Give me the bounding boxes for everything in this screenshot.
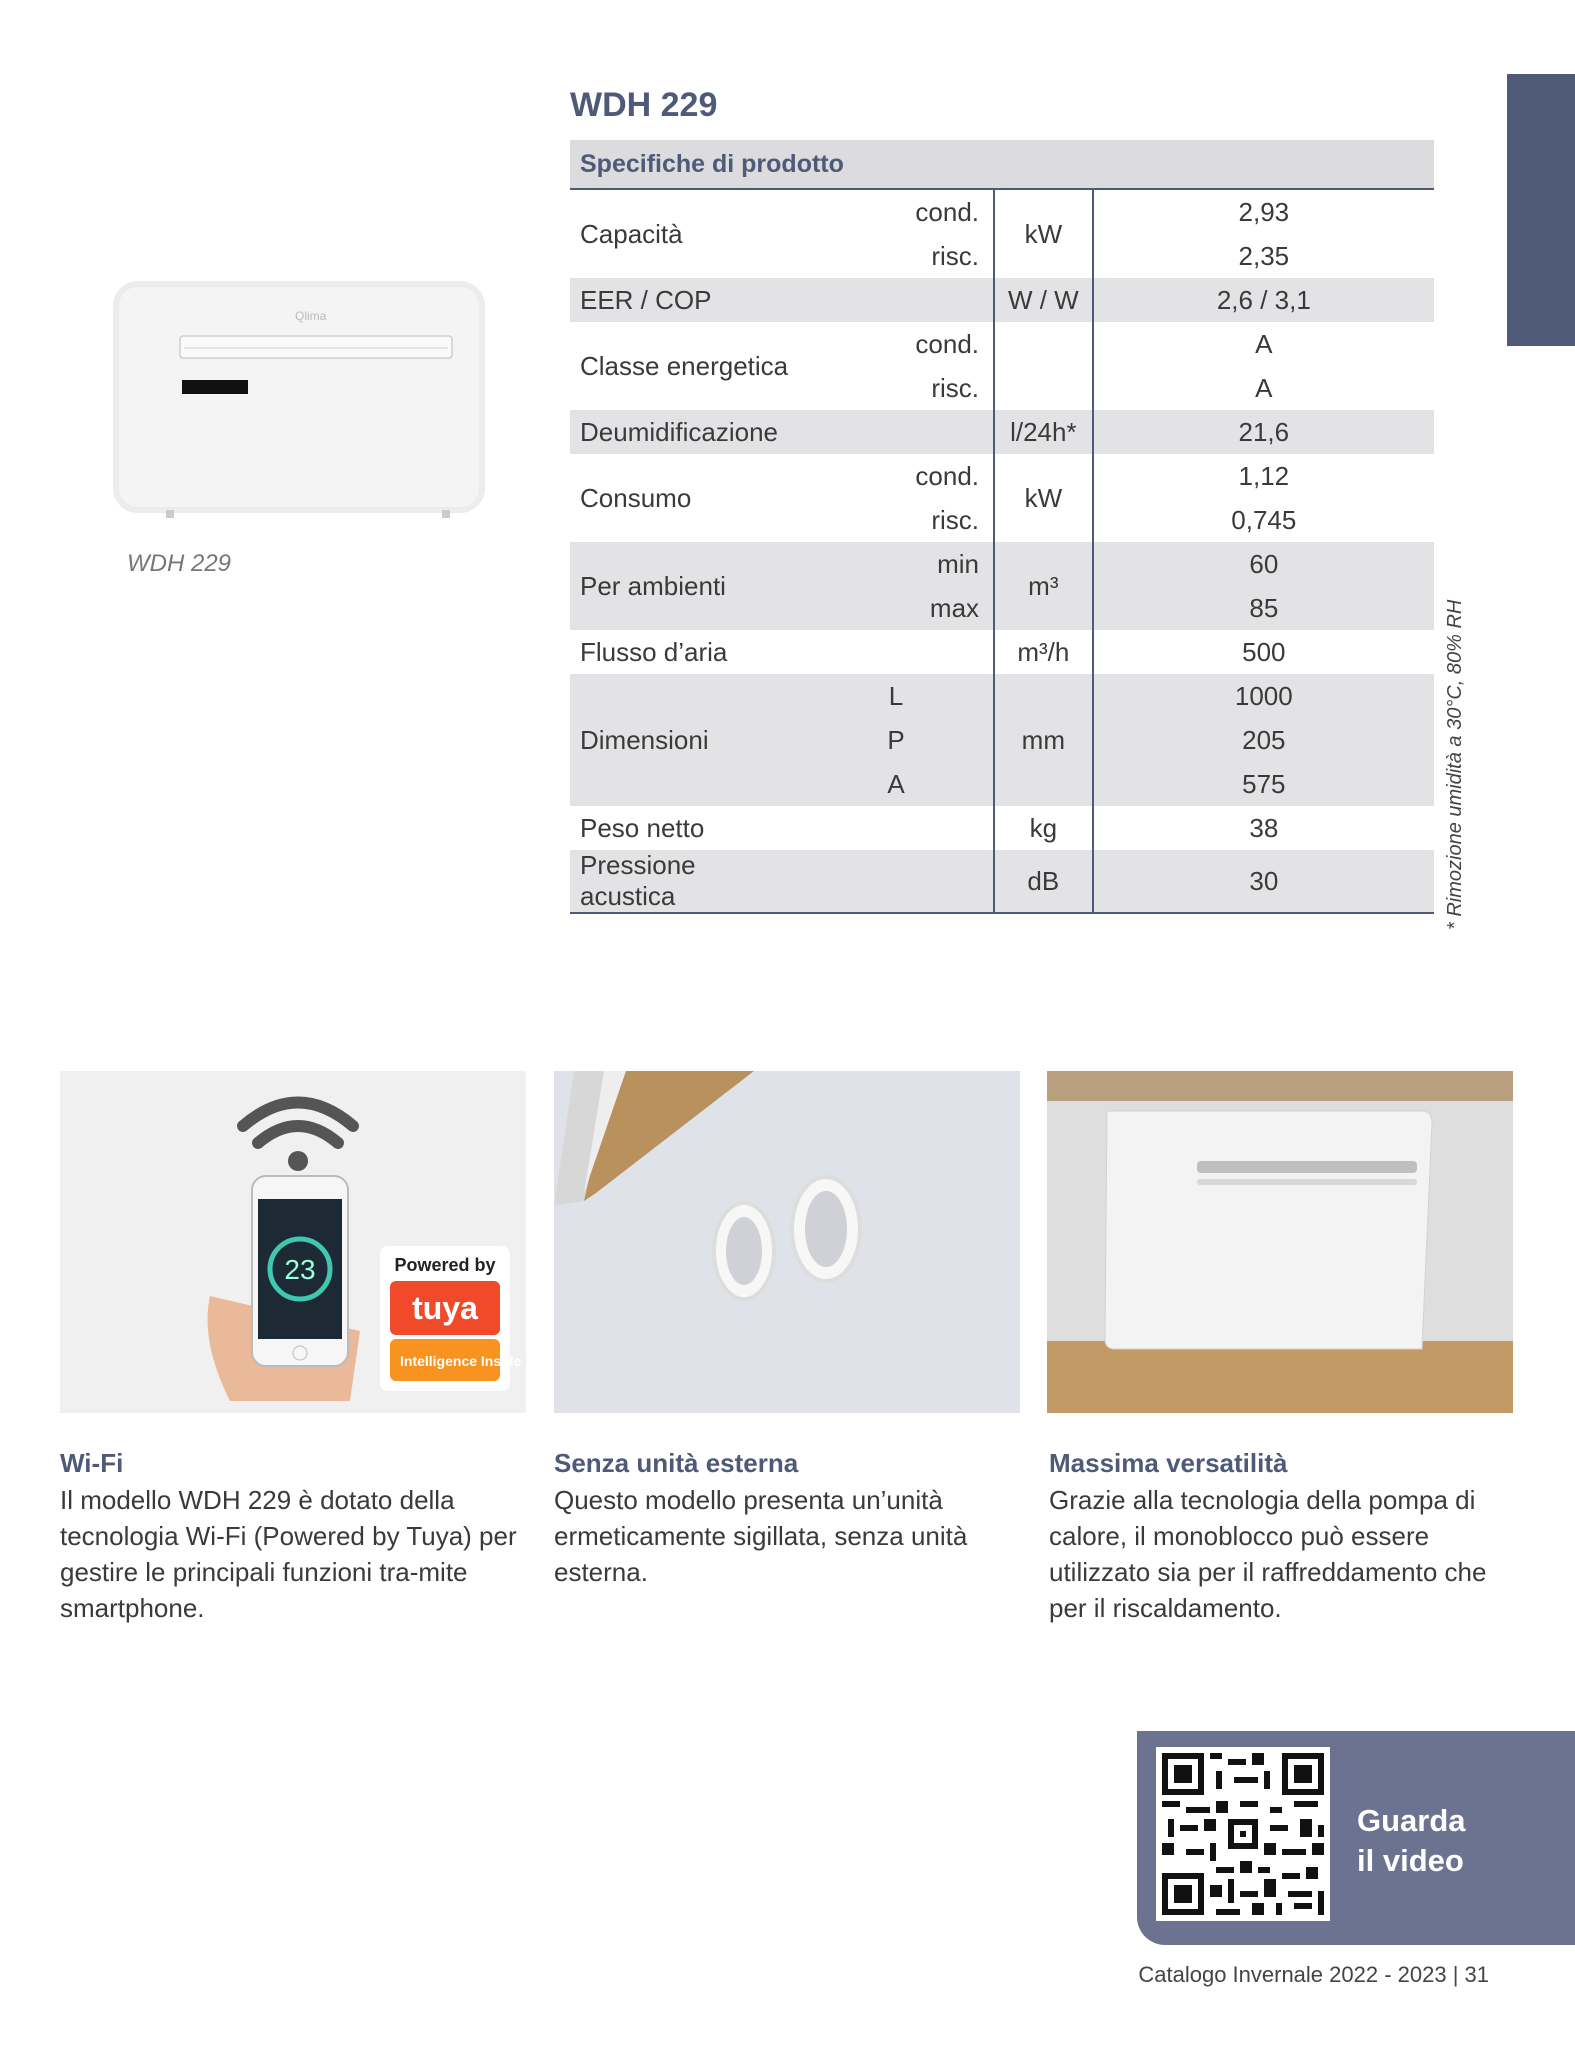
feature-title-no-outdoor-unit: Senza unità esterna <box>554 1448 799 1478</box>
spec-table <box>570 140 1434 914</box>
table-row: EER / COP W / W 2,6 / 3,1 <box>570 278 1434 322</box>
svg-text:tuya: tuya <box>412 1290 478 1326</box>
feature-text-wifi: Il modello WDH 229 è dotato della tecnologia Wi-Fi (Powered by Tuya) per gestire le principali funzioni tra-mite smartphone. <box>60 1485 517 1623</box>
qr-code-icon[interactable] <box>1156 1747 1330 1921</box>
phone-temperature: 23 <box>284 1254 316 1285</box>
table-row: A 575 <box>570 762 1434 806</box>
table-row: Deumidificazione l/24h* 21,6 <box>570 410 1434 454</box>
table-row: risc. 0,745 <box>931 504 1297 535</box>
page-footer: Catalogo Invernale 2022 - 2023 | 31 <box>1138 1962 1489 1987</box>
model-title: WDH 229 <box>570 86 718 124</box>
table-row: Dimensioni L mm 1000 <box>570 674 1434 718</box>
table-row: risc. A <box>931 372 1273 403</box>
svg-text:Powered by: Powered by <box>394 1255 496 1275</box>
vents-feature-image <box>554 1071 1020 1413</box>
product-caption: WDH 229 <box>127 550 232 577</box>
feature-title-versatility: Massima versatilità <box>1049 1448 1288 1478</box>
watch-video-label[interactable]: Guarda il video <box>1357 1803 1466 1878</box>
table-row: Capacità cond. kW 2,93 <box>570 189 1434 234</box>
wifi-feature-image <box>60 1071 526 1413</box>
feature-title-wifi: Wi-Fi <box>60 1448 124 1478</box>
table-row: Per ambienti min m³ 60 <box>570 542 1434 586</box>
table-row: risc. 2,35 <box>931 240 1290 271</box>
feature-text-no-outdoor-unit: Questo modello presenta un’unità ermeticamente sigillata, senza unità esterna. <box>554 1485 968 1587</box>
device-brand: Qlima <box>295 309 327 323</box>
product-image <box>100 262 500 532</box>
footnote: * Rimozione umidità a 30°C, 80% RH <box>1444 599 1466 930</box>
spec-table-header <box>570 140 1434 189</box>
table-row: Peso netto kg 38 <box>570 806 1434 850</box>
watch-video-box[interactable] <box>1137 1731 1575 1945</box>
table-row: P 205 <box>570 718 1434 762</box>
table-row: Flusso d’aria m³/h 500 <box>570 630 1434 674</box>
table-row: Pressione acustica dB 30 <box>570 850 1434 913</box>
spec-header-label: Specifiche di prodotto <box>570 140 1434 189</box>
svg-text:Intelligence Inside: Intelligence Inside <box>400 1353 522 1369</box>
section-tab <box>1507 74 1575 346</box>
table-row: Consumo cond. kW 1,12 <box>570 454 1434 498</box>
versatility-feature-image <box>1047 1071 1513 1413</box>
feature-text-versatility: Grazie alla tecnologia della pompa di calore, il monoblocco può essere utilizzato sia per il raffreddamento che per il riscaldamento. <box>1049 1485 1487 1623</box>
table-row: Classe energetica cond. A <box>570 322 1434 366</box>
table-row: max 85 <box>570 586 1434 630</box>
wifi-icon <box>243 1103 353 1144</box>
